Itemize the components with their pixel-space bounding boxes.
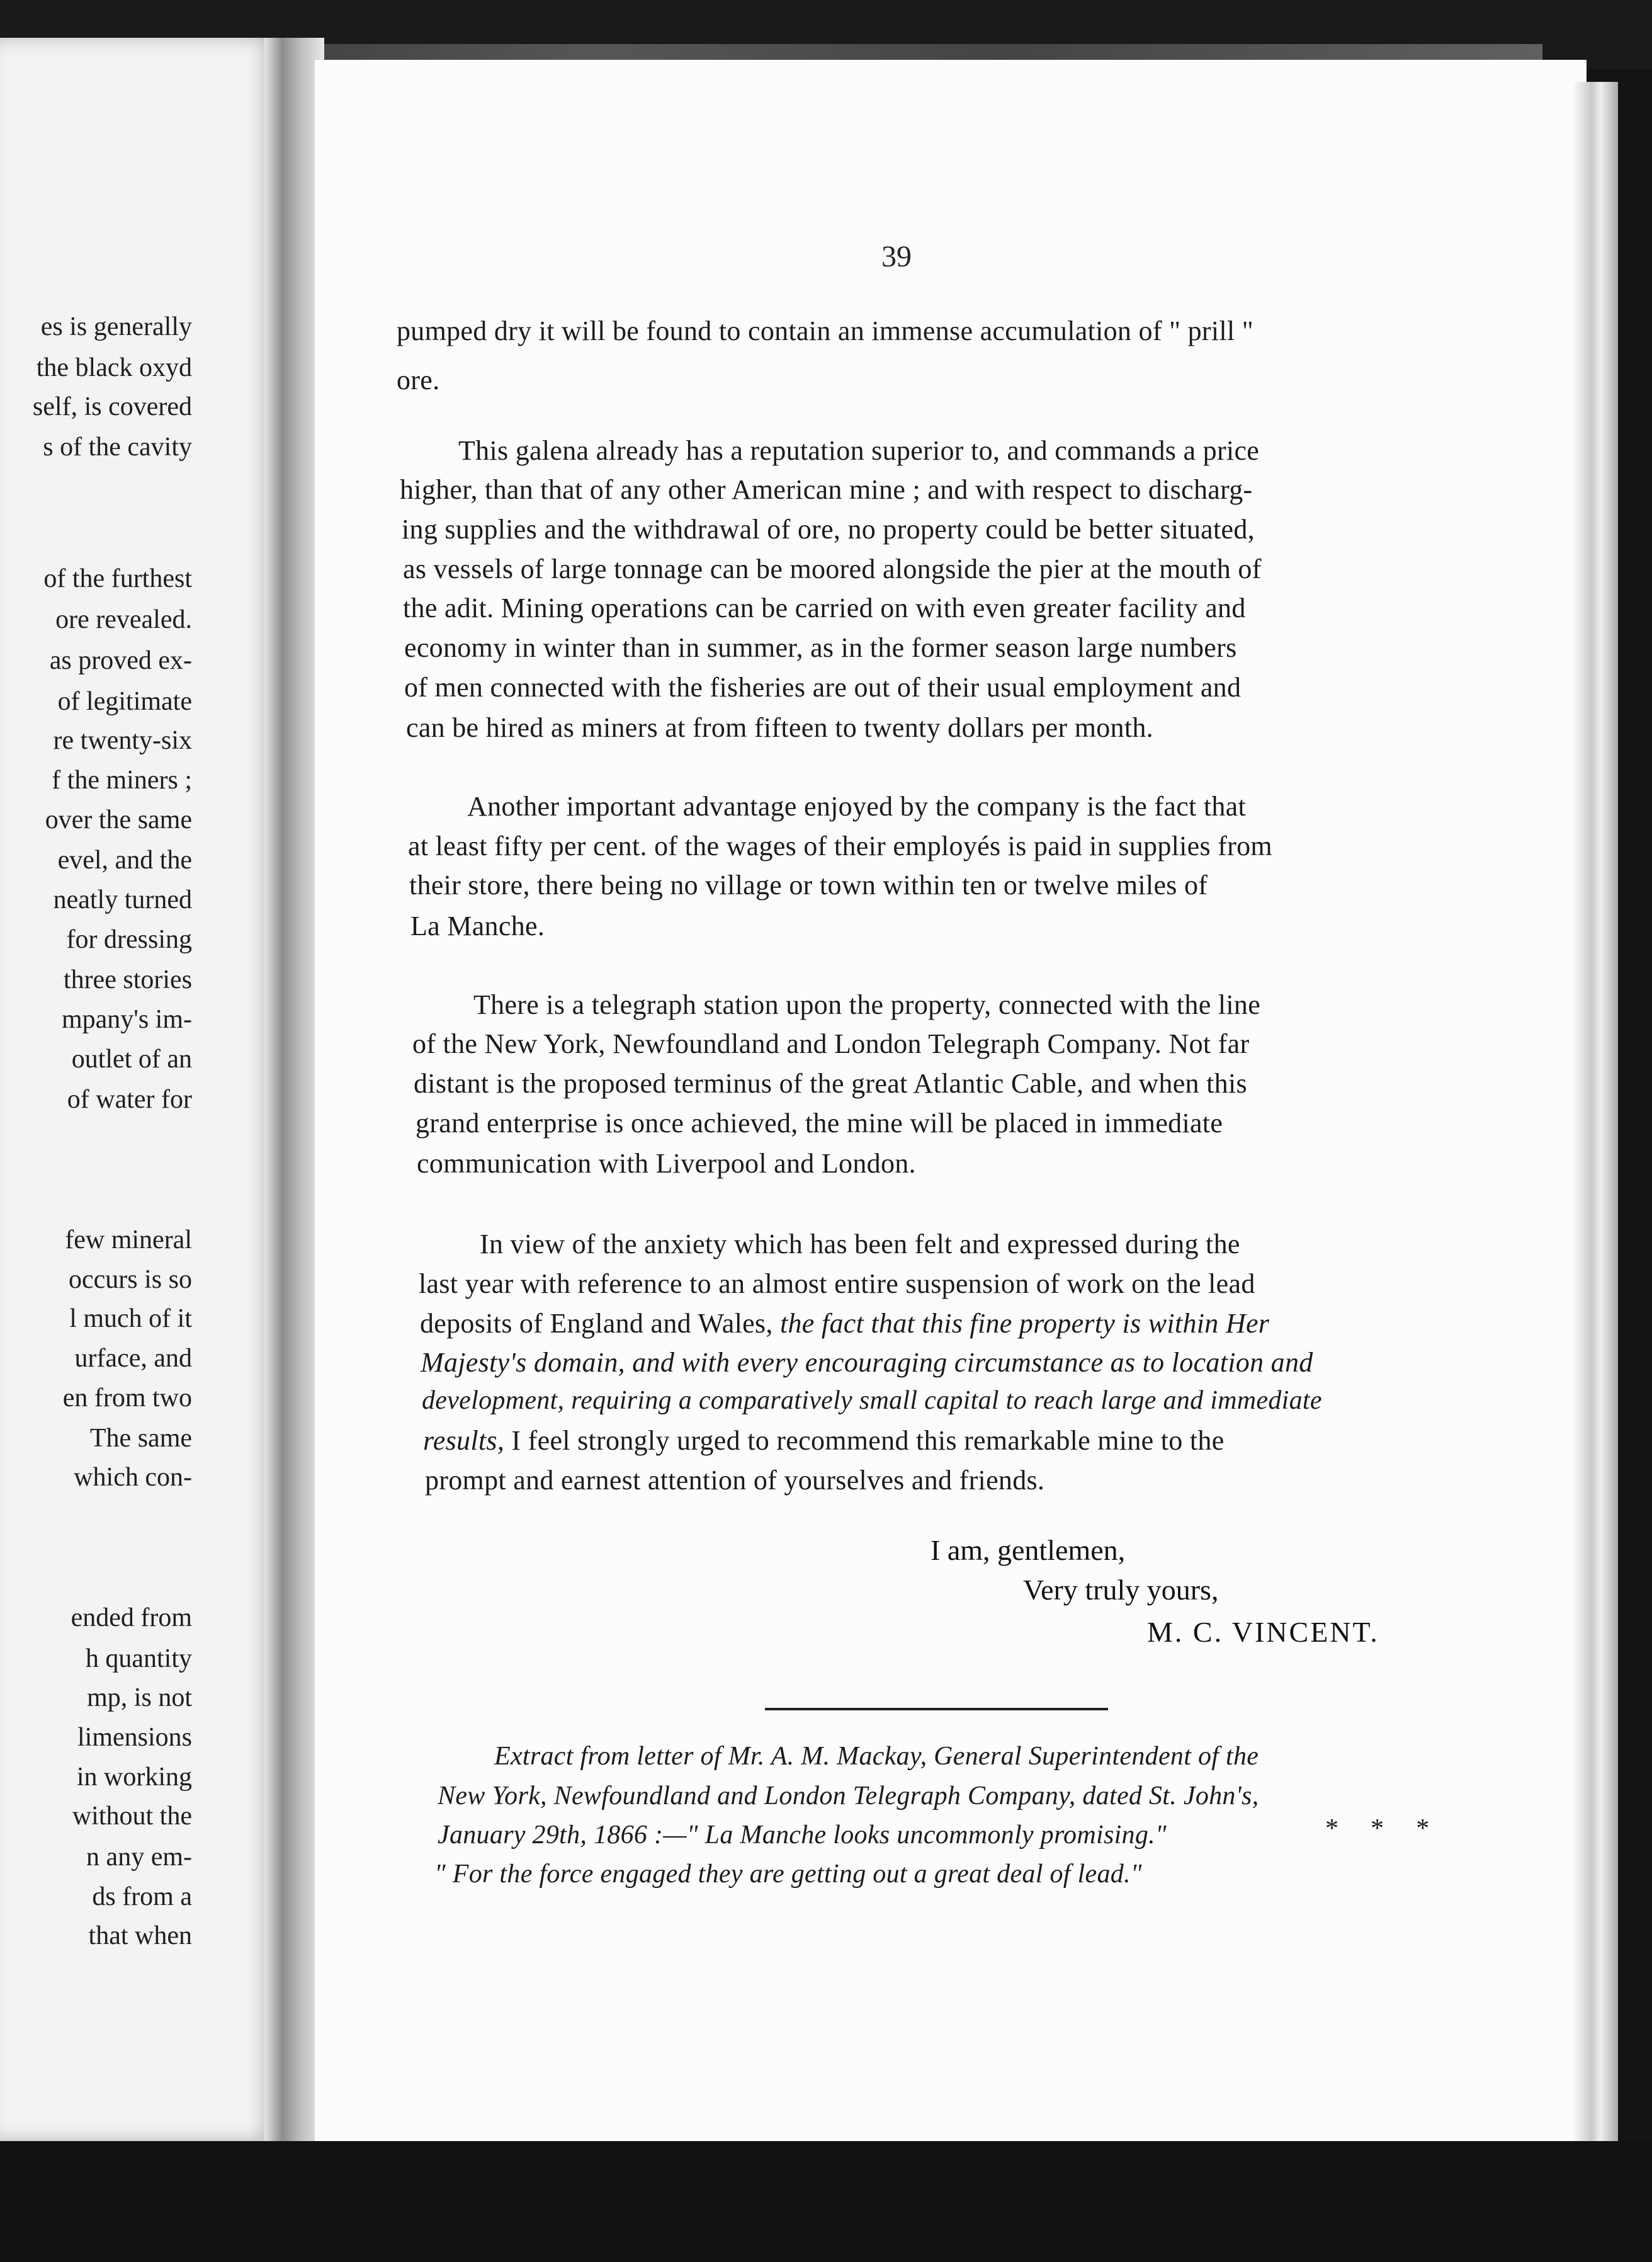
paragraph-line: La Manche. — [410, 911, 545, 941]
closing-salutation: I am, gentlemen, — [931, 1534, 1126, 1566]
left-line: without the — [72, 1802, 192, 1831]
paragraph-line — [423, 1424, 1225, 1457]
normal-text: I feel strongly urged to recommend this remarkable mine to the — [504, 1425, 1225, 1456]
normal-text: deposits of England and Wales, — [420, 1308, 780, 1339]
extract-asterisks: * * * — [1325, 1814, 1430, 1843]
paragraph-line: ore. — [397, 365, 440, 395]
paragraph-line: higher, than that of any other American mine ; and with respect to discharg- — [400, 474, 1253, 505]
left-line: h quantity — [85, 1644, 192, 1673]
left-line: occurs is so — [69, 1265, 192, 1294]
left-line: en from two — [62, 1384, 192, 1412]
left-line: evel, and the — [57, 846, 192, 875]
page-number: 39 — [881, 240, 912, 273]
paragraph-line: last year with reference to an almost entire suspension of work on the lead — [419, 1268, 1255, 1299]
left-line: outlet of an — [71, 1045, 192, 1074]
left-line: mpany's im- — [61, 1005, 192, 1034]
left-line: for dressing — [66, 925, 192, 954]
paragraph-line: pumped dry it will be found to contain an immense accumulation of " prill " — [397, 315, 1254, 346]
left-line: of the furthest — [43, 564, 192, 593]
left-line: f the miners ; — [52, 766, 192, 795]
paragraph-line: distant is the proposed terminus of the great Atlantic Cable, and when this — [414, 1068, 1247, 1099]
left-line: self, is covered — [32, 392, 192, 421]
paragraph-line: communication with Liverpool and London. — [417, 1148, 916, 1179]
paragraph-line: grand enterprise is once achieved, the mine will be placed in immediate — [416, 1108, 1223, 1139]
left-line: few mineral — [65, 1225, 192, 1254]
left-line: the black oxyd — [36, 353, 192, 382]
paragraph-line: In view of the anxiety which has been felt and expressed during the — [480, 1229, 1240, 1259]
paragraph-line: of men connected with the fisheries are out of their usual employment and — [404, 672, 1242, 703]
left-line: that when — [88, 1921, 192, 1950]
paragraph-line: ing supplies and the withdrawal of ore, no property could be better situated, — [402, 514, 1255, 545]
extract-line: New York, Newfoundland and London Telegraph Company, dated St. John's, — [438, 1782, 1259, 1810]
left-line: in working — [76, 1763, 192, 1792]
page-edge — [1574, 82, 1618, 2154]
left-line: of water for — [67, 1085, 192, 1114]
italic-emphasis: development, requiring a comparatively small capital to reach large and immediate — [422, 1386, 1322, 1415]
italic-emphasis: the fact that this fine property is within Her — [779, 1308, 1270, 1339]
paragraph-line: economy in winter than in summer, as in the former season large numbers — [404, 632, 1237, 663]
left-line: re twenty-six — [53, 726, 192, 755]
left-line: which con- — [74, 1463, 192, 1492]
left-line: ds from a — [92, 1882, 192, 1911]
italic-emphasis: results, — [423, 1425, 505, 1456]
left-line: s of the cavity — [43, 433, 192, 462]
left-line: The same — [89, 1424, 192, 1453]
left-line: three stories — [63, 965, 192, 994]
paragraph-line: of the New York, Newfoundland and London Telegraph Company. Not far — [412, 1028, 1250, 1059]
left-line: over the same — [45, 805, 192, 834]
paragraph-line: as vessels of large tonnage can be moored alongside the pier at the mouth of — [403, 554, 1262, 584]
italic-emphasis: Majesty's domain, and with every encouraging circumstance as to location and — [421, 1347, 1313, 1378]
left-line: ore revealed. — [55, 605, 192, 634]
paragraph-line — [420, 1307, 1269, 1339]
left-line: limensions — [77, 1723, 192, 1752]
extract-line: " For the force engaged they are getting out a great deal of lead." — [434, 1860, 1142, 1889]
paragraph-line: the adit. Mining operations can be carried on with even greater facility and — [403, 593, 1246, 623]
paragraph-line: prompt and earnest attention of yourselves and friends. — [425, 1465, 1045, 1496]
closing-valediction: Very truly yours, — [1023, 1574, 1219, 1606]
extract-line: January 29th, 1866 :—" La Manche looks uncommonly promising." — [438, 1821, 1167, 1850]
extract-line: Extract from letter of Mr. A. M. Mackay, General Superintendent of the — [494, 1742, 1259, 1771]
left-line: ended from — [71, 1603, 192, 1632]
left-line: as proved ex- — [49, 646, 192, 675]
left-line: of legitimate — [57, 687, 192, 716]
left-line: l much of it — [69, 1304, 192, 1333]
horizontal-rule — [765, 1708, 1108, 1710]
left-page-text — [0, 0, 192, 2078]
signature: M. C. VINCENT. — [1147, 1616, 1379, 1648]
scan-background-bottom — [0, 2141, 1652, 2262]
left-line: mp, is not — [87, 1683, 192, 1712]
left-line: n any em- — [86, 1843, 192, 1872]
paragraph-line: at least fifty per cent. of the wages of their employés is paid in supplies from — [408, 831, 1272, 861]
left-line: urface, and — [74, 1344, 192, 1373]
left-line: neatly turned — [53, 885, 192, 914]
paragraph-line: There is a telegraph station upon the property, connected with the line — [473, 989, 1261, 1020]
paragraph-line: can be hired as miners at from fifteen to twenty dollars per month. — [406, 712, 1153, 743]
paragraph-line: This galena already has a reputation superior to, and commands a price — [458, 435, 1260, 466]
paragraph-line: their store, there being no village or town within ten or twelve miles of — [409, 870, 1208, 901]
left-line: es is generally — [40, 312, 192, 341]
paragraph-line: Another important advantage enjoyed by the company is the fact that — [467, 791, 1247, 822]
